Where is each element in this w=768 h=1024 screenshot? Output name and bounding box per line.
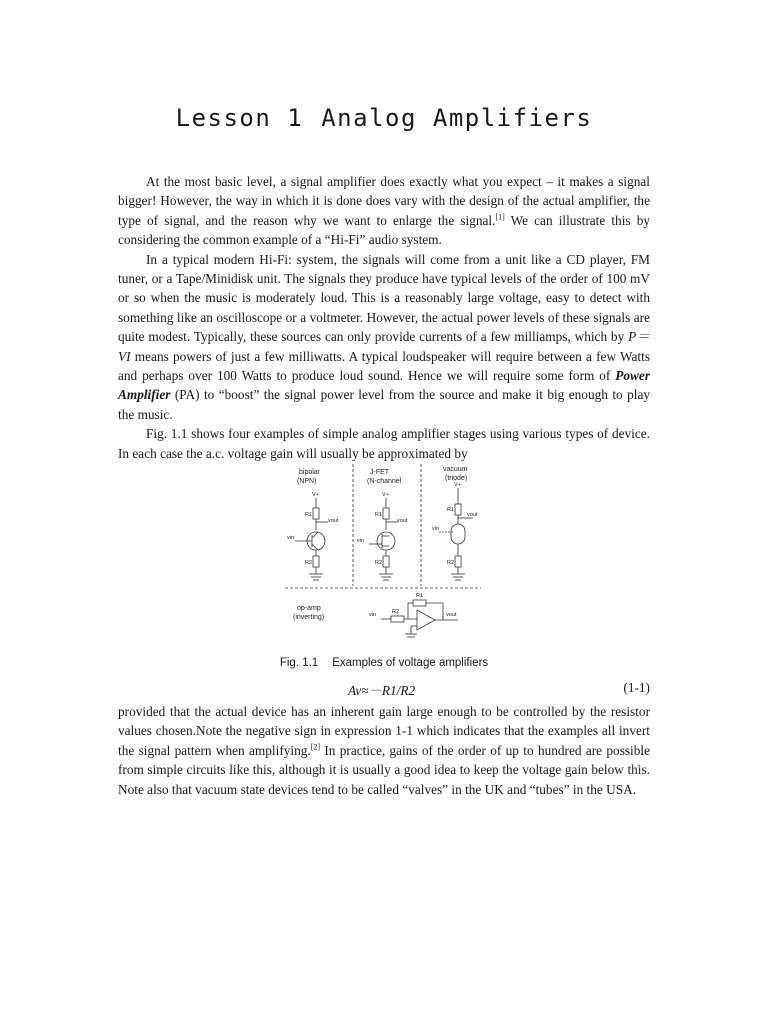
vacuum-r1-label: R1	[447, 507, 455, 513]
jfet-vin-label: vin	[357, 538, 365, 544]
jfet-r1-label: R1	[375, 512, 383, 518]
bipolar-vin-label: vin	[287, 535, 295, 541]
vacuum-sublabel: (triode)	[445, 475, 468, 482]
followup-text	[118, 702, 650, 799]
paragraph-3: Fig. 1.1 shows four examples of simple analog amplifier stages using various types of device. In each case the a.c. voltage gain will usually be approximated by	[118, 426, 650, 461]
figure-number: Fig. 1.1	[279, 657, 319, 669]
lesson-subject: Analog Amplifiers	[321, 104, 593, 132]
bipolar-vout-label: vout	[328, 518, 339, 524]
bipolar-r2-label: R2	[305, 560, 313, 566]
lesson-title	[0, 104, 768, 132]
reference-1: [1]	[495, 212, 505, 222]
paragraph-1: At the most basic level, a signal amplifier does exactly what you expect – it makes a signal bigger! However, the way in which it is done does vary with the design of the actual amplifier, the type of signal, and the reason why we want to enlarge the signal.[1] We can illustrate this by considering the common example of a “Hi-Fi” audio system.	[118, 174, 650, 248]
power-formula: P＝VI	[118, 329, 650, 364]
opamp-sublabel: (inverting)	[293, 614, 325, 621]
vacuum-vout-label: vout	[467, 512, 478, 518]
opamp-label: op-amp	[297, 605, 321, 612]
jfet-vout-label: vout	[397, 518, 408, 524]
jfet-sublabel: (N-channel	[367, 478, 402, 485]
jfet-vplus-label: V+	[382, 492, 389, 498]
gain-formula: Av≈－R1/R2	[348, 683, 416, 698]
vacuum-label: vacuum	[443, 466, 468, 473]
figure-caption-text: Examples of voltage amplifiers	[332, 657, 489, 669]
jfet-label: J-FET	[370, 469, 390, 476]
opamp-vout-label: vout	[446, 612, 457, 618]
reference-2: [2]	[310, 742, 321, 752]
vacuum-vin-label: vin	[432, 526, 440, 532]
vacuum-vplus-label: V+	[454, 482, 461, 488]
lesson-number: Lesson 1	[175, 104, 304, 132]
power-amplifier-term: Power Amplifier	[118, 368, 650, 403]
figure-caption	[0, 657, 768, 669]
bipolar-sublabel: (NPN)	[297, 478, 317, 485]
vacuum-r2-label: R2	[447, 560, 455, 566]
gain-equation	[118, 680, 650, 700]
bipolar-label: bipolar	[299, 469, 321, 476]
opamp-vin-label: vin	[369, 612, 377, 618]
opamp-r2-label: R2	[392, 609, 400, 615]
paragraph-2: In a typical modern Hi-Fi: system, the signals will come from a unit like a CD player, FM tuner, or a Tape/Minidisk unit. The signals they produce have typical levels of the order of 100 mV or so when the music is moderately loud. This is a reasonably large voltage, easy to detect with something like an oscilloscope or a voltmeter. However, the actual power levels of these signals are quite modest. Typically, these sources can only provide currents of a few milliamps, which by P＝VI means powers of just a few milliwatts. A typical loudspeaker will require between a few Watts and perhaps over 100 Watts to produce loud sound. Hence we will require some form of Power Amplifier (PA) to “boost” the signal power level from the source and make it big enough to play the music.	[118, 251, 650, 422]
jfet-r2-label: R2	[375, 560, 383, 566]
paragraph-4: provided that the actual device has an inherent gain large enough to be controlled by the resistor values chosen.Note the negative sign in expression 1-1 which indicates that the examples all invert the signal pattern when amplifying.[2] In practice, gains of the order of up to hundred are possible from simple circuits like this, although it is usually a good idea to keep the voltage gain below this. Note also that vacuum state devices tend to be called “valves” in the UK and “tubes” in the USA.	[118, 704, 650, 797]
amplifier-circuits-figure	[283, 464, 483, 644]
equation-number: (1-1)	[623, 680, 650, 695]
opamp-r1-label: R1	[416, 593, 424, 599]
bipolar-vplus-label: V+	[312, 492, 319, 498]
bipolar-r1-label: R1	[305, 512, 313, 518]
intro-text	[118, 172, 650, 463]
